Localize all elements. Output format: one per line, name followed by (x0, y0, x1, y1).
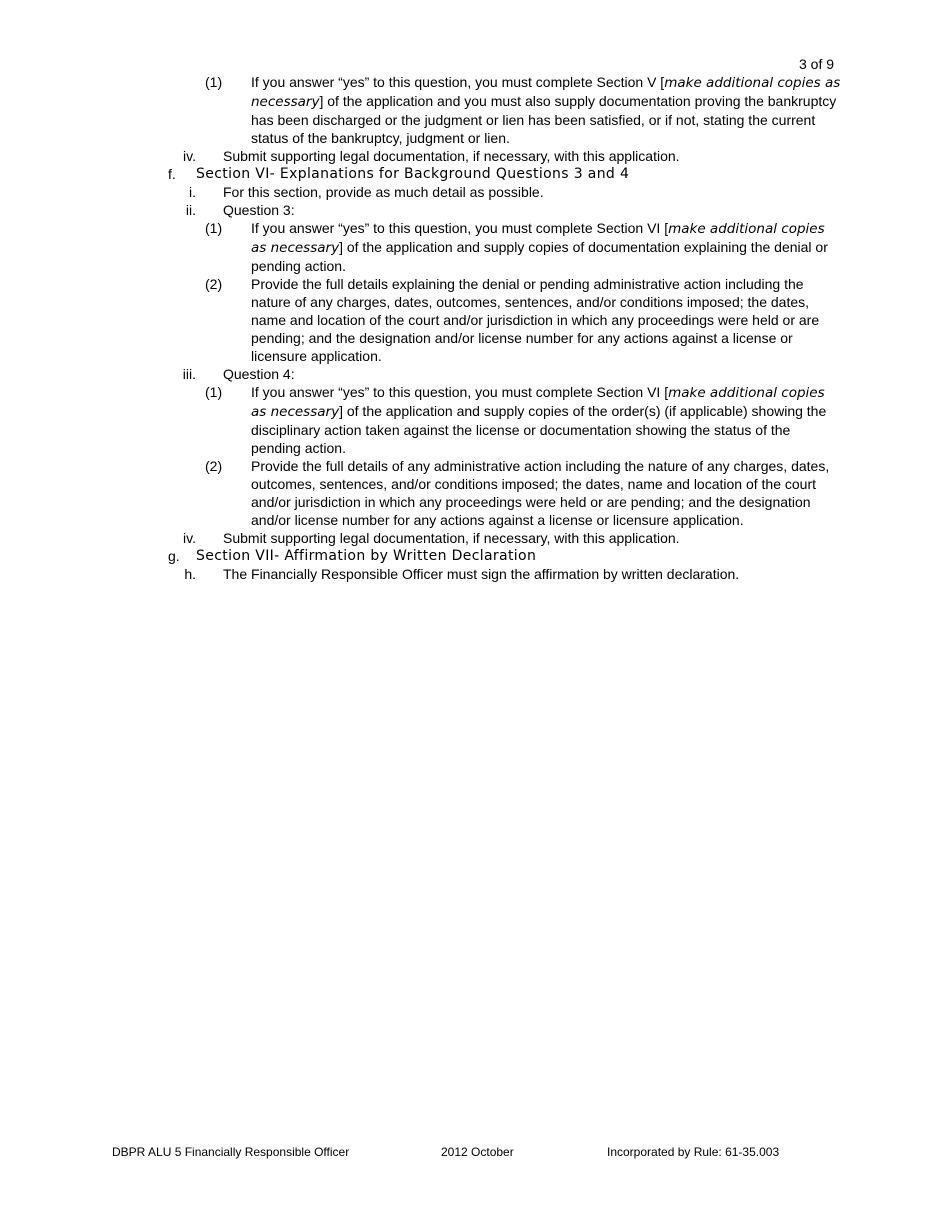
list-item (0, 457, 950, 529)
item-label: (1) (205, 384, 223, 400)
section-label: f. (168, 166, 176, 182)
list-item (0, 73, 950, 147)
list-item (0, 365, 950, 383)
item-label: (2) (205, 458, 223, 474)
instructions-list (0, 73, 950, 583)
list-item (0, 275, 950, 365)
item-label: (2) (205, 276, 223, 292)
item-text: Provide the full details of any administrative action including the nature of any charges, dates, outcomes, sentences, and/or conditions imposed; the dates, name and location of the court and/or jurisdiction in which any proceedings were held or are pending; and the designation and/or license number for any actions against a license or licensure application. (251, 458, 830, 528)
section-title: Section VII- Affirmation by Written Declaration (196, 548, 537, 564)
item-text-start: If you answer “yes” to this question, you must complete Section V [ (251, 74, 665, 90)
item-text-end: ] of the application and you must also supply documentation proving the bankruptcy has been discharged or the judgment or lien has been satisfied, or if not, stating the current status of the bankruptcy, judgment or lien. (251, 93, 837, 146)
item-text-end: ] of the application and supply copies of the order(s) (if applicable) showing the disciplinary action taken against the license or documentation showing the status of the pending action. (251, 403, 827, 456)
item-text-start: If you answer “yes” to this question, you must complete Section VI [ (251, 384, 669, 400)
item-label: iv. (183, 530, 196, 546)
item-text (251, 383, 843, 457)
footer-rule: Incorporated by Rule: 61-35.003 (607, 1145, 780, 1159)
item-text-end: ] of the application and supply copies of documentation explaining the denial or pending action. (251, 239, 828, 274)
item-text (251, 73, 843, 147)
item-text-italic: make additional copies as necessary (251, 221, 825, 256)
item-text: The Financially Responsible Officer must sign the affirmation by written declaration. (223, 566, 740, 582)
section-heading (0, 547, 950, 565)
item-label: iii. (182, 366, 196, 382)
item-label: (1) (205, 220, 223, 236)
item-label: ii. (185, 202, 196, 218)
item-text-italic: make additional copies as necessary (251, 75, 841, 110)
item-text: For this section, provide as much detail as possible. (223, 184, 544, 200)
item-label: (1) (205, 74, 223, 90)
item-label: h. (184, 566, 196, 582)
section-title: Section VI- Explanations for Background Questions 3 and 4 (196, 166, 630, 182)
page-number: 3 of 9 (799, 56, 835, 72)
list-item (0, 201, 950, 219)
footer-date: 2012 October (441, 1145, 514, 1159)
footer-form-name: DBPR ALU 5 Financially Responsible Officer (112, 1145, 350, 1159)
list-item (0, 219, 950, 275)
item-text: Submit supporting legal documentation, if necessary, with this application. (223, 148, 680, 164)
list-item (0, 383, 950, 457)
item-text: Question 4: (223, 366, 295, 382)
item-text: Provide the full details explaining the denial or pending administrative action including the nature of any charges, dates, outcomes, sentences, and/or conditions imposed; the dates, name and location of the court and/or jurisdiction in which any proceedings were held or are pending; and the designation and/or license number for any actions against a license or licensure application. (251, 276, 820, 364)
list-item (0, 147, 950, 165)
item-text: Submit supporting legal documentation, if necessary, with this application. (223, 530, 680, 546)
item-text: Question 3: (223, 202, 295, 218)
list-item (0, 565, 950, 583)
item-text-italic: make additional copies as necessary (251, 385, 825, 420)
item-text-start: If you answer “yes” to this question, you must complete Section VI [ (251, 220, 669, 236)
item-label: iv. (183, 148, 196, 164)
list-item (0, 183, 950, 201)
item-label: i. (189, 184, 196, 200)
section-heading (0, 165, 950, 183)
list-item (0, 529, 950, 547)
section-label: g. (168, 548, 180, 564)
item-text (251, 219, 843, 275)
